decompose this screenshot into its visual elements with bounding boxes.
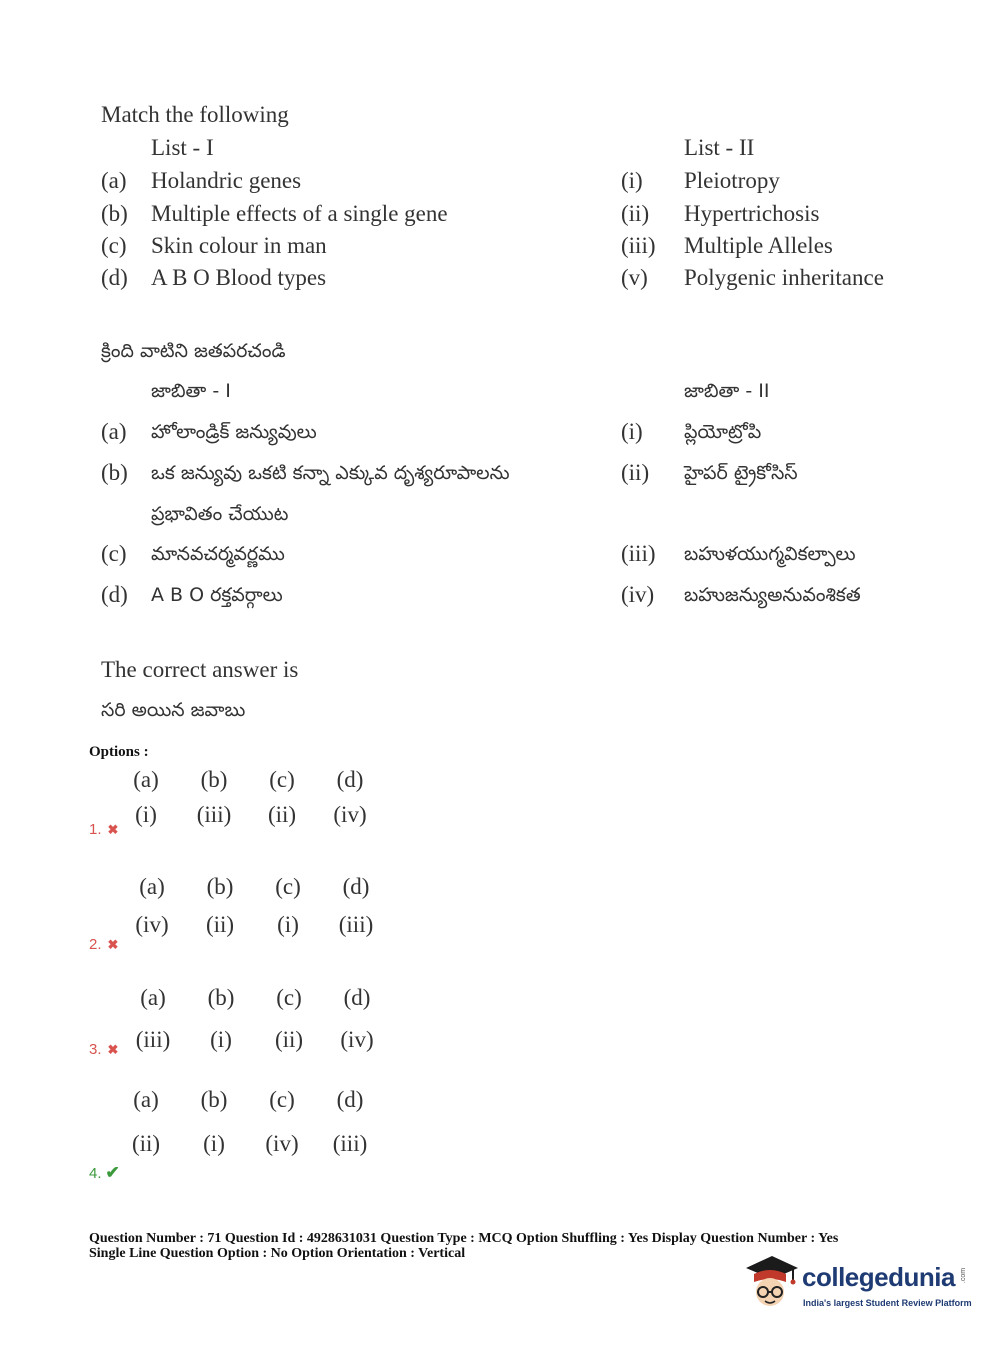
mascot-icon <box>742 1252 800 1316</box>
answer-prompt-te: సరి అయిన జవాబు <box>101 699 246 721</box>
question-heading-en: Match the following <box>101 102 289 127</box>
option-value: (iv) <box>333 802 367 827</box>
list2-te-item: బహుజన్యుఅనువంశికత <box>684 584 861 606</box>
option-header: (c) <box>269 1087 295 1112</box>
list1-en-item: Holandric genes <box>151 168 302 193</box>
option-header: (d) <box>342 874 370 899</box>
option-value: (ii) <box>267 802 297 827</box>
list2-te-item: హైపర్ ట్రైకోసిస్ <box>684 462 798 484</box>
option-value: (i) <box>135 802 157 827</box>
option-number: 4. <box>89 1165 102 1182</box>
list1-te-item: A B O రక్తవర్గాలు <box>151 584 283 606</box>
cross-icon: ✖ <box>107 1042 119 1057</box>
list1-en-key: (c) <box>101 233 127 258</box>
option-header: (a) <box>140 985 166 1010</box>
list1-en-item: Skin colour in man <box>151 233 327 258</box>
list2-title-en: List - II <box>684 135 755 160</box>
list1-title-en: List - I <box>151 135 214 160</box>
option-value: (iv) <box>340 1027 374 1052</box>
brand-tagline: India's largest Student Review Platform <box>803 1298 972 1308</box>
list1-en-item: A B O Blood types <box>151 265 327 290</box>
list2-en-key: (ii) <box>621 201 650 226</box>
option-value: (ii) <box>131 1131 161 1156</box>
option-value: (iv) <box>265 1131 299 1156</box>
options-label: Options : <box>89 744 149 760</box>
list2-en-key: (i) <box>621 168 643 193</box>
option-value: (iv) <box>135 912 169 937</box>
list1-te-key: (a) <box>101 419 127 444</box>
option-header: (c) <box>276 985 302 1010</box>
option-number: 2. <box>89 936 102 953</box>
question-meta-line2: Single Line Question Option : No Option Orientation : Vertical <box>89 1246 466 1261</box>
collegedunia-logo <box>742 1252 972 1320</box>
list2-en-item: Pleiotropy <box>684 168 780 193</box>
list1-te-key: (d) <box>101 582 128 607</box>
question-heading-te: క్రింది వాటిని జతపరచండి <box>101 340 286 362</box>
list1-te-item: ఒక జన్యువు ఒకటి కన్నా ఎక్కువ దృశ్యరూపాలను <box>151 462 510 484</box>
list2-te-item: బహుళయుగ్మవికల్పాలు <box>684 543 856 565</box>
option-header: (d) <box>336 767 364 792</box>
list2-te-key: (iii) <box>621 541 656 566</box>
list2-title-te: జాబితా - II <box>684 380 770 402</box>
list2-en-key: (iii) <box>621 233 656 258</box>
option-number: 1. <box>89 821 102 838</box>
option-header: (d) <box>343 985 371 1010</box>
option-header: (b) <box>206 874 234 899</box>
list2-te-key: (iv) <box>621 582 655 607</box>
check-icon: ✔ <box>105 1163 120 1182</box>
list1-te-item: హోలాండ్రిక్ జన్యువులు <box>151 421 317 443</box>
list1-te-key: (b) <box>101 460 128 485</box>
list2-te-key: (i) <box>621 419 643 444</box>
option-header: (b) <box>200 767 228 792</box>
option-value: (i) <box>277 912 299 937</box>
option-header: (c) <box>275 874 301 899</box>
list2-en-item: Multiple Alleles <box>684 233 833 258</box>
option-header: (b) <box>200 1087 228 1112</box>
list2-en-item: Hypertrichosis <box>684 201 820 226</box>
list1-en-key: (a) <box>101 168 127 193</box>
question-meta-line1: Question Number : 71 Question Id : 4928631031 Question Type : MCQ Option Shuffling : Yes Display Question Number : Yes <box>89 1231 839 1246</box>
option-value: (iii) <box>338 912 374 937</box>
option-value: (i) <box>203 1131 225 1156</box>
option-value: (iii) <box>135 1027 171 1052</box>
option-value: (iii) <box>196 802 232 827</box>
list1-te-key: (c) <box>101 541 127 566</box>
option-header: (a) <box>133 767 159 792</box>
option-value: (i) <box>210 1027 232 1052</box>
cross-icon: ✖ <box>107 822 119 837</box>
option-header: (a) <box>139 874 165 899</box>
list1-en-key: (b) <box>101 201 128 226</box>
list1-title-te: జాబితా - I <box>151 380 231 402</box>
option-header: (a) <box>133 1087 159 1112</box>
option-value: (ii) <box>274 1027 304 1052</box>
option-value: (ii) <box>205 912 235 937</box>
cross-icon: ✖ <box>107 937 119 952</box>
option-number: 3. <box>89 1041 102 1058</box>
option-value: (iii) <box>332 1131 368 1156</box>
list2-te-item: ప్లియోట్రోపి <box>684 421 762 443</box>
list1-en-key: (d) <box>101 265 128 290</box>
brand-name: collegedunia <box>802 1262 955 1292</box>
answer-prompt-en: The correct answer is <box>101 657 299 682</box>
list1-en-item: Multiple effects of a single gene <box>151 201 448 226</box>
option-header: (b) <box>207 985 235 1010</box>
list2-en-key: (v) <box>621 265 648 290</box>
option-header: (d) <box>336 1087 364 1112</box>
brand-tld: .com <box>960 1267 968 1284</box>
option-header: (c) <box>269 767 295 792</box>
list1-te-item: మానవచర్మవర్ణము <box>151 543 285 565</box>
list2-te-key: (ii) <box>621 460 650 485</box>
list1-te-item-continued: ప్రభావితం చేయుట <box>151 503 289 525</box>
list2-en-item: Polygenic inheritance <box>684 265 884 290</box>
